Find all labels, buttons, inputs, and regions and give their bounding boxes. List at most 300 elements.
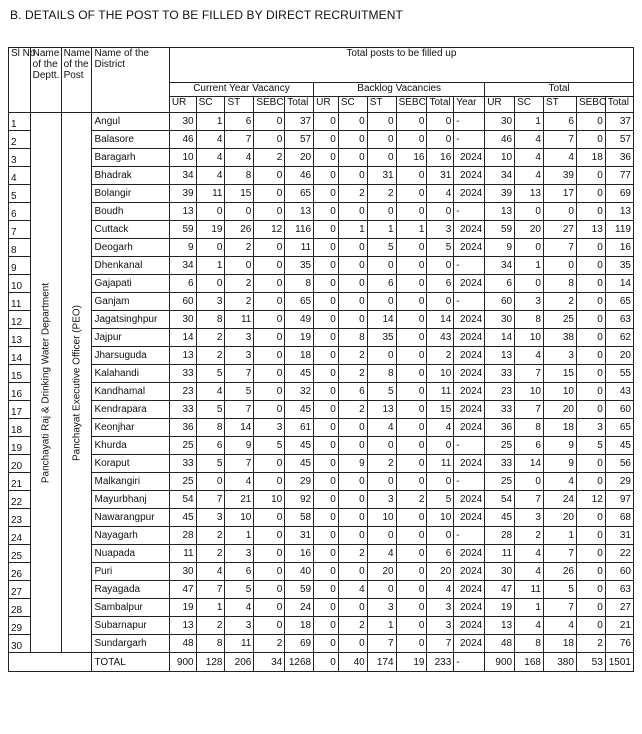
backlog-cell: 2 <box>367 455 396 473</box>
backlog-cell: 0 <box>314 635 339 653</box>
recruitment-table <box>8 47 634 672</box>
current-cell: 16 <box>285 545 314 563</box>
total-cell: 0 <box>576 599 605 617</box>
year-cell: 2024 <box>454 509 485 527</box>
backlog-cell: 4 <box>427 185 454 203</box>
current-cell: 30 <box>169 311 196 329</box>
current-cell: 1 <box>196 257 225 275</box>
total-cell: 68 <box>605 509 633 527</box>
total-cell: 7 <box>515 491 544 509</box>
department-name: Panchayati Raj & Drinking Water Department <box>40 282 52 483</box>
sl-cell: 2 <box>9 131 31 149</box>
current-cell: 0 <box>254 347 285 365</box>
total-cell: 7 <box>543 599 576 617</box>
totals-total-cell: 168 <box>515 653 544 672</box>
col-header-district: Name of the District <box>92 48 169 113</box>
total-cell: 7 <box>543 545 576 563</box>
total-cell: 0 <box>576 239 605 257</box>
sl-cell: 28 <box>9 599 31 617</box>
current-cell: 7 <box>196 581 225 599</box>
current-cell: 15 <box>225 185 254 203</box>
current-cell: 47 <box>169 581 196 599</box>
backlog-cell: 0 <box>314 203 339 221</box>
table-row <box>9 527 634 545</box>
total-cell: 0 <box>576 383 605 401</box>
district-cell: Nuapada <box>92 545 169 563</box>
current-cell: 0 <box>254 581 285 599</box>
current-cell: 54 <box>169 491 196 509</box>
district-cell: Gajapati <box>92 275 169 293</box>
current-cell: 25 <box>169 437 196 455</box>
total-cell: 39 <box>485 185 515 203</box>
total-cell: 30 <box>485 113 515 131</box>
total-cell: 13 <box>485 617 515 635</box>
backlog-cell: 0 <box>367 473 396 491</box>
total-cell: 0 <box>576 473 605 491</box>
table-row <box>9 203 634 221</box>
current-cell: 37 <box>285 113 314 131</box>
year-cell: 2024 <box>454 329 485 347</box>
subheader-backlog-sc: SC <box>338 97 367 113</box>
totals-backlog-cell: 233 <box>427 653 454 672</box>
current-cell: 8 <box>196 419 225 437</box>
total-cell: 16 <box>605 239 633 257</box>
backlog-cell: 0 <box>396 401 427 419</box>
year-cell: 2024 <box>454 599 485 617</box>
district-cell: Kalahandi <box>92 365 169 383</box>
total-cell: 7 <box>543 239 576 257</box>
current-cell: 65 <box>285 293 314 311</box>
current-cell: 7 <box>196 491 225 509</box>
total-cell: 7 <box>515 365 544 383</box>
current-cell: 23 <box>169 383 196 401</box>
current-cell: 28 <box>169 527 196 545</box>
district-cell: Sambalpur <box>92 599 169 617</box>
backlog-cell: 0 <box>396 563 427 581</box>
current-cell: 3 <box>225 545 254 563</box>
backlog-cell: 0 <box>314 167 339 185</box>
backlog-cell: 0 <box>314 185 339 203</box>
table-row <box>9 419 634 437</box>
backlog-cell: 2 <box>338 545 367 563</box>
total-cell: 0 <box>576 617 605 635</box>
total-cell: 20 <box>543 401 576 419</box>
total-cell: 2 <box>576 635 605 653</box>
year-cell: - <box>454 527 485 545</box>
current-cell: 0 <box>254 185 285 203</box>
year-cell: - <box>454 203 485 221</box>
current-cell: 3 <box>196 293 225 311</box>
backlog-cell: 2 <box>338 347 367 365</box>
district-cell: Mayurbhanj <box>92 491 169 509</box>
totals-empty-cell <box>9 653 92 672</box>
total-cell: 30 <box>485 563 515 581</box>
total-cell: 0 <box>576 311 605 329</box>
subheader-current-sc: SC <box>196 97 225 113</box>
sl-cell: 4 <box>9 167 31 185</box>
backlog-cell: 0 <box>396 527 427 545</box>
table-row <box>9 383 634 401</box>
district-cell: Jharsuguda <box>92 347 169 365</box>
subheader-backlog-ur: UR <box>314 97 339 113</box>
total-cell: 38 <box>543 329 576 347</box>
backlog-cell: 0 <box>338 509 367 527</box>
backlog-cell: 0 <box>314 581 339 599</box>
table-row <box>9 617 634 635</box>
backlog-cell: 0 <box>338 491 367 509</box>
current-cell: 0 <box>254 113 285 131</box>
table-row <box>9 113 634 131</box>
total-cell: 15 <box>543 365 576 383</box>
total-cell: 0 <box>576 563 605 581</box>
total-cell: 2 <box>543 293 576 311</box>
backlog-cell: 0 <box>427 257 454 275</box>
year-cell: 2024 <box>454 563 485 581</box>
current-cell: 33 <box>169 365 196 383</box>
sl-cell: 3 <box>9 149 31 167</box>
current-cell: 0 <box>254 203 285 221</box>
backlog-cell: 0 <box>338 239 367 257</box>
sl-cell: 6 <box>9 203 31 221</box>
current-cell: 0 <box>254 545 285 563</box>
totals-current-cell: 1268 <box>285 653 314 672</box>
current-cell: 0 <box>196 239 225 257</box>
backlog-cell: 0 <box>314 311 339 329</box>
year-cell: - <box>454 437 485 455</box>
year-cell: 2024 <box>454 347 485 365</box>
total-cell: 14 <box>485 329 515 347</box>
district-cell: Bolangir <box>92 185 169 203</box>
backlog-cell: 31 <box>367 167 396 185</box>
table-row <box>9 239 634 257</box>
year-cell: 2024 <box>454 239 485 257</box>
district-cell: Boudh <box>92 203 169 221</box>
current-cell: 25 <box>169 473 196 491</box>
current-cell: 3 <box>196 509 225 527</box>
backlog-cell: 1 <box>367 617 396 635</box>
totals-backlog-cell: 40 <box>338 653 367 672</box>
total-cell: 77 <box>605 167 633 185</box>
year-cell: - <box>454 257 485 275</box>
totals-year-cell: - <box>454 653 485 672</box>
table-row <box>9 293 634 311</box>
sl-cell: 21 <box>9 473 31 491</box>
total-cell: 6 <box>485 275 515 293</box>
total-cell: 0 <box>576 401 605 419</box>
district-cell: Angul <box>92 113 169 131</box>
total-cell: 6 <box>543 113 576 131</box>
table-row <box>9 473 634 491</box>
total-cell: 13 <box>485 203 515 221</box>
current-cell: 49 <box>285 311 314 329</box>
backlog-cell: 1 <box>367 221 396 239</box>
current-cell: 65 <box>285 185 314 203</box>
backlog-cell: 0 <box>367 581 396 599</box>
total-cell: 37 <box>605 113 633 131</box>
total-cell: 27 <box>543 221 576 239</box>
page-heading: B. DETAILS OF THE POST TO BE FILLED BY DIRECT RECRUITMENT <box>10 8 403 22</box>
backlog-cell: 14 <box>427 311 454 329</box>
sl-cell: 23 <box>9 509 31 527</box>
col-header-total-posts: Total posts to be filled up <box>169 48 633 83</box>
current-cell: 3 <box>254 419 285 437</box>
backlog-cell: 0 <box>314 113 339 131</box>
current-cell: 59 <box>285 581 314 599</box>
current-cell: 0 <box>254 167 285 185</box>
backlog-cell: 0 <box>396 239 427 257</box>
total-cell: 0 <box>576 527 605 545</box>
totals-row <box>9 653 634 672</box>
year-cell: 2024 <box>454 149 485 167</box>
backlog-cell: 0 <box>427 473 454 491</box>
sl-cell: 29 <box>9 617 31 635</box>
current-cell: 48 <box>169 635 196 653</box>
current-cell: 31 <box>285 527 314 545</box>
current-cell: 7 <box>225 365 254 383</box>
district-cell: Deogarh <box>92 239 169 257</box>
backlog-cell: 0 <box>314 563 339 581</box>
sl-cell: 16 <box>9 383 31 401</box>
district-cell: Subarnapur <box>92 617 169 635</box>
backlog-cell: 2 <box>338 617 367 635</box>
current-cell: 0 <box>254 599 285 617</box>
table-row <box>9 257 634 275</box>
total-cell: 34 <box>485 167 515 185</box>
backlog-cell: 0 <box>314 401 339 419</box>
table-row <box>9 329 634 347</box>
col-header-current-year: Current Year Vacancy <box>169 83 313 97</box>
current-cell: 6 <box>225 563 254 581</box>
total-cell: 119 <box>605 221 633 239</box>
current-cell: 34 <box>169 257 196 275</box>
current-cell: 24 <box>285 599 314 617</box>
table-row <box>9 491 634 509</box>
backlog-cell: 0 <box>314 527 339 545</box>
backlog-cell: 0 <box>338 293 367 311</box>
backlog-cell: 0 <box>338 527 367 545</box>
current-cell: 35 <box>285 257 314 275</box>
year-cell: 2024 <box>454 383 485 401</box>
backlog-cell: 0 <box>396 311 427 329</box>
current-cell: 40 <box>285 563 314 581</box>
backlog-cell: 15 <box>427 401 454 419</box>
backlog-cell: 0 <box>396 599 427 617</box>
current-cell: 19 <box>169 599 196 617</box>
year-cell: 2024 <box>454 419 485 437</box>
current-cell: 0 <box>254 293 285 311</box>
year-cell: 2024 <box>454 581 485 599</box>
backlog-cell: 0 <box>396 581 427 599</box>
current-cell: 9 <box>169 239 196 257</box>
backlog-cell: 0 <box>396 383 427 401</box>
total-cell: 24 <box>543 491 576 509</box>
backlog-cell: 3 <box>427 221 454 239</box>
backlog-cell: 0 <box>396 509 427 527</box>
total-cell: 8 <box>515 635 544 653</box>
total-cell: 13 <box>605 203 633 221</box>
backlog-cell: 0 <box>396 167 427 185</box>
current-cell: 45 <box>169 509 196 527</box>
sl-cell: 10 <box>9 275 31 293</box>
backlog-cell: 5 <box>427 491 454 509</box>
total-cell: 0 <box>515 203 544 221</box>
totals-label: TOTAL <box>92 653 169 672</box>
total-cell: 0 <box>576 257 605 275</box>
total-cell: 0 <box>515 473 544 491</box>
backlog-cell: 20 <box>367 563 396 581</box>
backlog-cell: 0 <box>367 113 396 131</box>
current-cell: 9 <box>225 437 254 455</box>
table-row <box>9 365 634 383</box>
total-cell: 18 <box>543 635 576 653</box>
table-row <box>9 167 634 185</box>
backlog-cell: 4 <box>367 419 396 437</box>
district-cell: Sundargarh <box>92 635 169 653</box>
total-cell: 18 <box>576 149 605 167</box>
current-cell: 0 <box>254 527 285 545</box>
backlog-cell: 0 <box>367 437 396 455</box>
year-cell: 2024 <box>454 455 485 473</box>
total-cell: 0 <box>515 275 544 293</box>
current-cell: 0 <box>254 257 285 275</box>
backlog-cell: 5 <box>367 383 396 401</box>
current-cell: 4 <box>196 383 225 401</box>
totals-current-cell: 128 <box>196 653 225 672</box>
total-cell: 4 <box>515 545 544 563</box>
backlog-cell: 0 <box>396 293 427 311</box>
total-cell: 10 <box>485 149 515 167</box>
backlog-cell: 0 <box>396 545 427 563</box>
total-cell: 7 <box>515 401 544 419</box>
recruitment-table-wrapper <box>8 47 634 672</box>
backlog-cell: 1 <box>338 221 367 239</box>
district-cell: Puri <box>92 563 169 581</box>
backlog-cell: 10 <box>367 509 396 527</box>
table-row <box>9 599 634 617</box>
total-cell: 13 <box>515 185 544 203</box>
district-cell: Keonjhar <box>92 419 169 437</box>
backlog-cell: 0 <box>314 473 339 491</box>
total-cell: 4 <box>515 167 544 185</box>
year-cell: 2024 <box>454 221 485 239</box>
table-row <box>9 311 634 329</box>
backlog-cell: 0 <box>338 257 367 275</box>
district-cell: Bhadrak <box>92 167 169 185</box>
backlog-cell: 7 <box>427 635 454 653</box>
backlog-cell: 0 <box>427 293 454 311</box>
backlog-cell: 0 <box>314 131 339 149</box>
col-header-post: Name of the Post <box>61 48 92 113</box>
backlog-cell: 4 <box>427 581 454 599</box>
district-cell: Kendrapara <box>92 401 169 419</box>
totals-total-cell: 380 <box>543 653 576 672</box>
table-row <box>9 401 634 419</box>
backlog-cell: 9 <box>338 455 367 473</box>
current-cell: 39 <box>169 185 196 203</box>
sl-cell: 15 <box>9 365 31 383</box>
current-cell: 0 <box>254 329 285 347</box>
current-cell: 0 <box>254 473 285 491</box>
total-cell: 65 <box>605 293 633 311</box>
total-cell: 3 <box>515 293 544 311</box>
sl-cell: 9 <box>9 257 31 275</box>
district-cell: Malkangiri <box>92 473 169 491</box>
district-cell: Khurda <box>92 437 169 455</box>
sl-cell: 19 <box>9 437 31 455</box>
total-cell: 7 <box>543 131 576 149</box>
backlog-cell: 16 <box>427 149 454 167</box>
current-cell: 18 <box>285 617 314 635</box>
backlog-cell: 1 <box>396 221 427 239</box>
current-cell: 20 <box>285 149 314 167</box>
total-cell: 60 <box>605 401 633 419</box>
total-cell: 0 <box>576 167 605 185</box>
current-cell: 2 <box>225 293 254 311</box>
totals-total-cell: 1501 <box>605 653 633 672</box>
backlog-cell: 6 <box>427 275 454 293</box>
total-cell: 45 <box>485 509 515 527</box>
total-cell: 0 <box>576 581 605 599</box>
totals-current-cell: 206 <box>225 653 254 672</box>
backlog-cell: 3 <box>427 599 454 617</box>
year-cell: 2024 <box>454 635 485 653</box>
district-cell: Balasore <box>92 131 169 149</box>
total-cell: 34 <box>485 257 515 275</box>
backlog-cell: 8 <box>338 329 367 347</box>
backlog-cell: 0 <box>396 185 427 203</box>
total-cell: 13 <box>485 347 515 365</box>
current-cell: 19 <box>285 329 314 347</box>
total-cell: 8 <box>515 311 544 329</box>
current-cell: 61 <box>285 419 314 437</box>
current-cell: 1 <box>225 527 254 545</box>
current-cell: 29 <box>285 473 314 491</box>
total-cell: 4 <box>515 149 544 167</box>
backlog-cell: 0 <box>396 455 427 473</box>
backlog-cell: 0 <box>314 221 339 239</box>
backlog-cell: 0 <box>427 437 454 455</box>
backlog-cell: 4 <box>338 581 367 599</box>
current-cell: 2 <box>196 347 225 365</box>
current-cell: 2 <box>196 545 225 563</box>
total-cell: 57 <box>605 131 633 149</box>
subheader-backlog-st: ST <box>367 97 396 113</box>
subheader-backlog-sebc: SEBC <box>396 97 427 113</box>
total-cell: 0 <box>576 509 605 527</box>
year-cell: - <box>454 473 485 491</box>
subheader-current-ur: UR <box>169 97 196 113</box>
total-cell: 25 <box>543 311 576 329</box>
current-cell: 8 <box>196 311 225 329</box>
backlog-cell: 0 <box>367 149 396 167</box>
sl-cell: 14 <box>9 347 31 365</box>
current-cell: 8 <box>225 167 254 185</box>
backlog-cell: 0 <box>338 437 367 455</box>
district-cell: Nayagarh <box>92 527 169 545</box>
current-cell: 11 <box>196 185 225 203</box>
total-cell: 20 <box>543 509 576 527</box>
total-cell: 97 <box>605 491 633 509</box>
current-cell: 0 <box>254 509 285 527</box>
current-cell: 0 <box>254 617 285 635</box>
current-cell: 11 <box>285 239 314 257</box>
current-cell: 0 <box>196 473 225 491</box>
table-row <box>9 275 634 293</box>
subheader-current-st: ST <box>225 97 254 113</box>
sl-cell: 24 <box>9 527 31 545</box>
current-cell: 2 <box>254 149 285 167</box>
current-cell: 13 <box>169 347 196 365</box>
